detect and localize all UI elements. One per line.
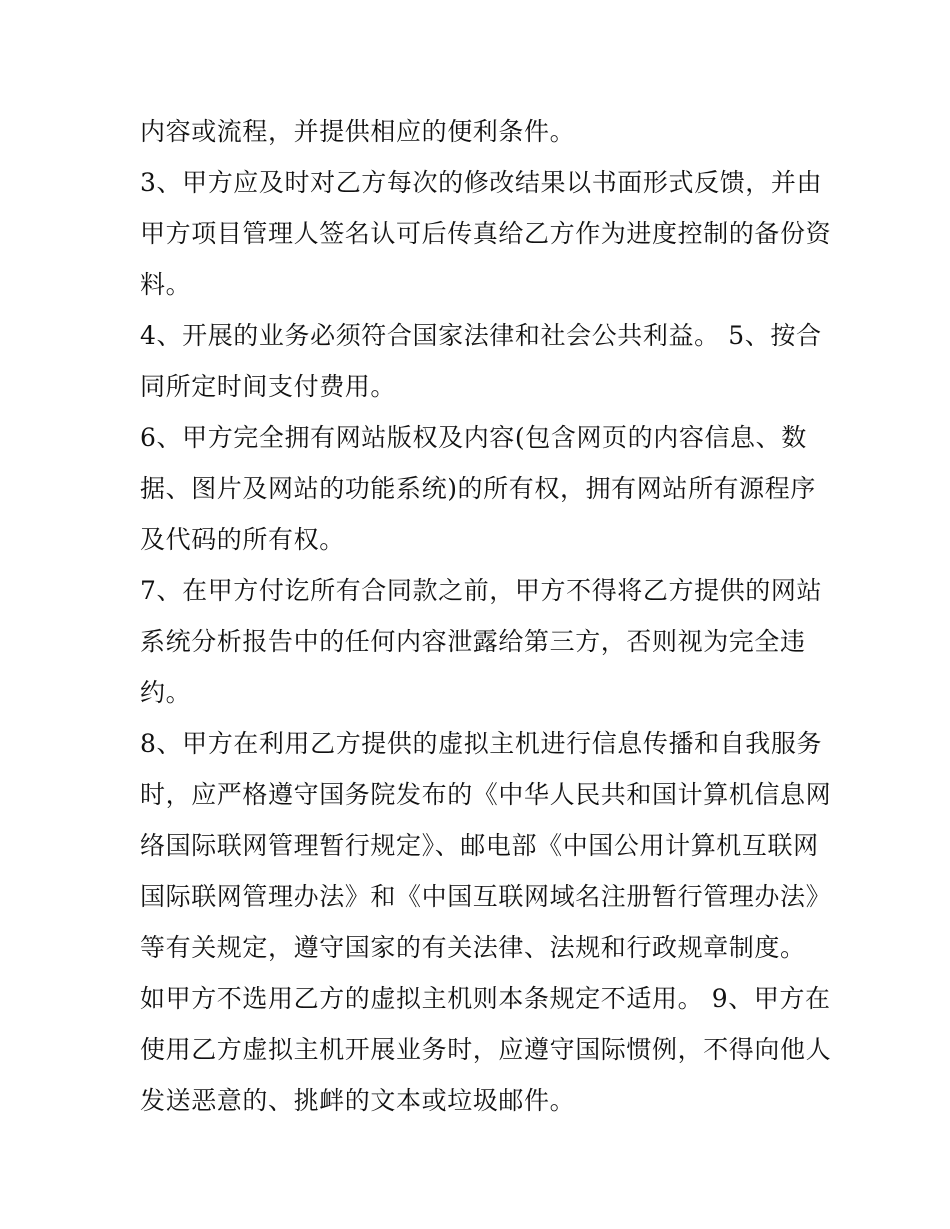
- text-line: 6、甲方完全拥有网站版权及内容(包含网页的内容信息、数: [140, 423, 807, 452]
- text-line: 同所定时间支付费用。: [140, 372, 397, 401]
- text-line: 3、甲方应及时对乙方每次的修改结果以书面形式反馈，并由: [140, 168, 823, 197]
- text-line: 8、甲方在利用乙方提供的虚拟主机进行信息传播和自我服务: [140, 729, 823, 758]
- text-line: 使用乙方虚拟主机开展业务时，应遵守国际惯例，不得向他人: [140, 1035, 832, 1064]
- text-line: 如甲方不选用乙方的虚拟主机则本条规定不适用。 9、甲方在: [140, 984, 831, 1013]
- text-line: 国际联网管理办法》和《中国互联网域名注册暂行管理办法》: [140, 882, 832, 911]
- text-line: 据、图片及网站的功能系统)的所有权，拥有网站所有源程序: [140, 474, 816, 503]
- text-line: 系统分析报告中的任何内容泄露给第三方，否则视为完全违: [140, 627, 806, 656]
- document-body: [140, 106, 832, 1126]
- text-line: 及代码的所有权。: [140, 525, 345, 554]
- text-line: 内容或流程，并提供相应的便利条件。: [140, 117, 576, 146]
- text-line: 4、开展的业务必须符合国家法律和社会公共利益。 5、按合: [140, 321, 822, 350]
- text-line: 甲方项目管理人签名认可后传真给乙方作为进度控制的备份资: [140, 219, 832, 248]
- text-line: 约。: [140, 678, 192, 707]
- text-line: 料。: [140, 270, 192, 299]
- text-line: 7、在甲方付讫所有合同款之前，甲方不得将乙方提供的网站: [140, 576, 823, 605]
- text-line: 时，应严格遵守国务院发布的《中华人民共和国计算机信息网: [140, 780, 832, 809]
- text-line: 发送恶意的、挑衅的文本或垃圾邮件。: [140, 1086, 576, 1115]
- text-line: 络国际联网管理暂行规定》、邮电部《中国公用计算机互联网: [140, 831, 819, 860]
- text-line: 等有关规定，遵守国家的有关法律、法规和行政规章制度。: [140, 933, 806, 962]
